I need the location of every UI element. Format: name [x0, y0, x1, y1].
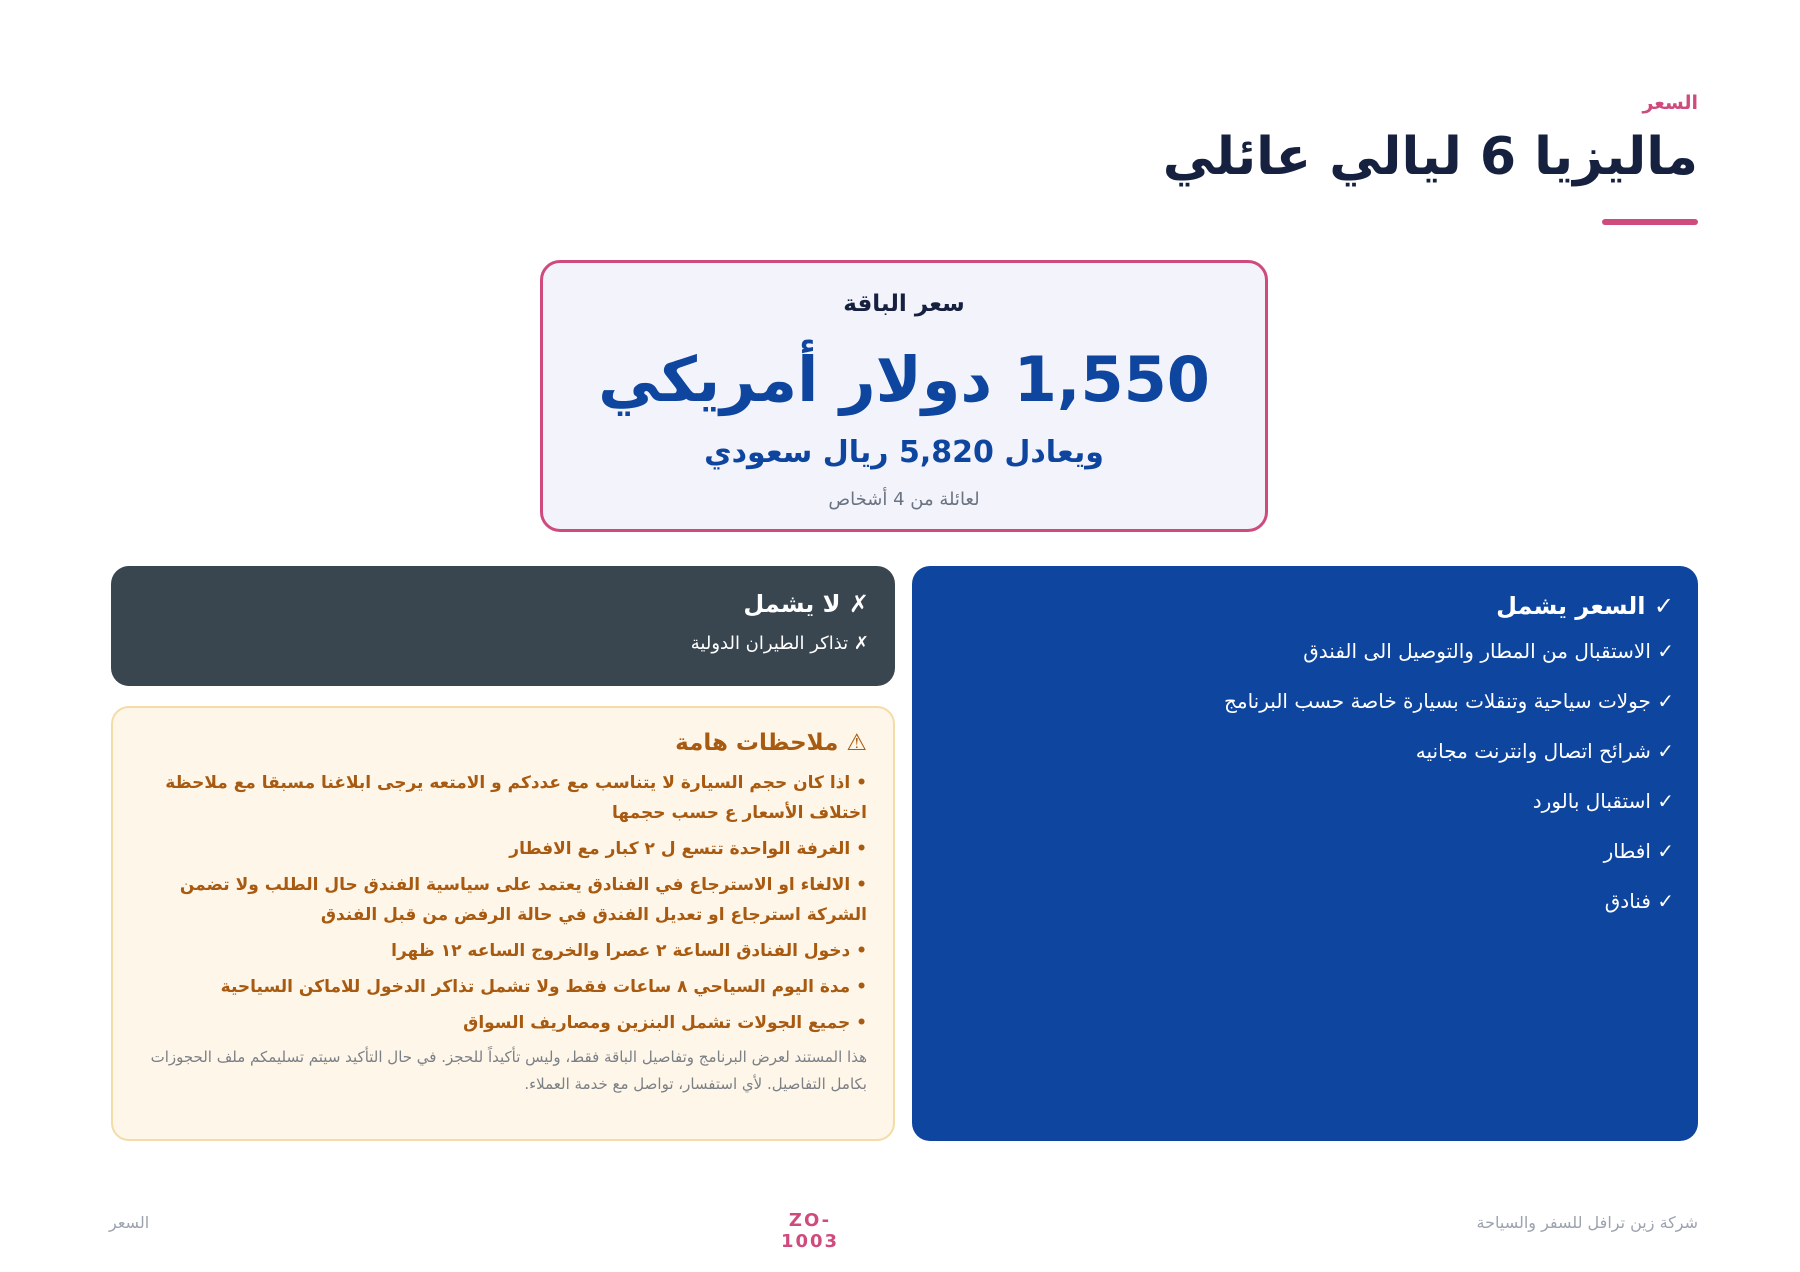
price-equivalent: ويعادل 5,820 ريال سعودي: [704, 435, 1104, 470]
footer-section: السعر: [109, 1213, 150, 1232]
section-eyebrow: السعر: [1642, 92, 1698, 114]
excludes-item: ✗ تذاكر الطيران الدولية: [690, 633, 869, 654]
note-item: • مدة اليوم السياحي ٨ ساعات فقط ولا تشمل تذاكر الدخول للاماكن السياحية: [220, 977, 867, 997]
note-item: • الالغاء او الاسترجاع في الفنادق يعتمد على سياسية الفندق حال الطلب ولا تضمن الشركة استرجاع او تعديل الفندق في حالة الرفض من قبل الفندق: [179, 875, 867, 925]
includes-card: [912, 566, 1698, 1141]
note-item: • دخول الفنادق الساعة ٢ عصرا والخروج الساعه ١٢ ظهرا: [391, 941, 867, 961]
note-item: • الغرفة الواحدة تتسع ل ٢ كبار مع الافطار: [509, 839, 867, 859]
includes-item: ✓ استقبال بالورد: [1532, 789, 1674, 813]
package-price-box: [540, 260, 1268, 532]
page-title: ماليزيا 6 ليالي عائلي: [1162, 127, 1698, 187]
notes-title: ⚠ ملاحظات هامة: [675, 730, 867, 756]
price-amount: 1,550 دولار أمريكي: [598, 343, 1210, 416]
includes-item: ✓ شرائح اتصال وانترنت مجانيه: [1415, 739, 1674, 763]
title-underline: [1602, 219, 1698, 225]
note-item: • اذا كان حجم السيارة لا يتناسب مع عددكم و الامتعه يرجى ابلاغنا مسبقا مع ملاحظة اختلاف الأسعار ع حسب حجمها: [165, 773, 867, 823]
includes-item: ✓ فنادق: [1604, 889, 1674, 913]
notes-list: [139, 768, 867, 1038]
excludes-list: [137, 632, 869, 656]
includes-item: ✓ الاستقبال من المطار والتوصيل الى الفندق: [1303, 639, 1674, 663]
includes-list: [936, 638, 1674, 938]
notes-disclaimer: هذا المستند لعرض البرنامج وتفاصيل الباقة فقط، وليس تأكيداً للحجز. في حال التأكيد سيتم تسليمكم ملف الحجوزات بكامل التفاصيل. لأي استفسار، تواصل مع خدمة العملاء.: [150, 1048, 867, 1093]
includes-title: ✓ السعر يشمل: [1496, 592, 1674, 620]
footer-company: شركة زين ترافل للسفر والسياحة: [1476, 1213, 1698, 1232]
price-note: لعائلة من 4 أشخاص: [828, 489, 980, 510]
includes-item: ✓ جولات سياحية وتنقلات بسيارة خاصة حسب البرنامج: [1223, 689, 1674, 713]
note-item: • جميع الجولات تشمل البنزين ومصاريف السواق: [463, 1013, 867, 1033]
footer-code: ZO-1003: [780, 1210, 840, 1252]
important-notes-card: [111, 706, 895, 1141]
excludes-title: ✗ لا يشمل: [743, 590, 869, 618]
price-label: سعر الباقة: [843, 291, 965, 317]
excludes-card: [111, 566, 895, 686]
includes-item: ✓ افطار: [1603, 839, 1674, 863]
